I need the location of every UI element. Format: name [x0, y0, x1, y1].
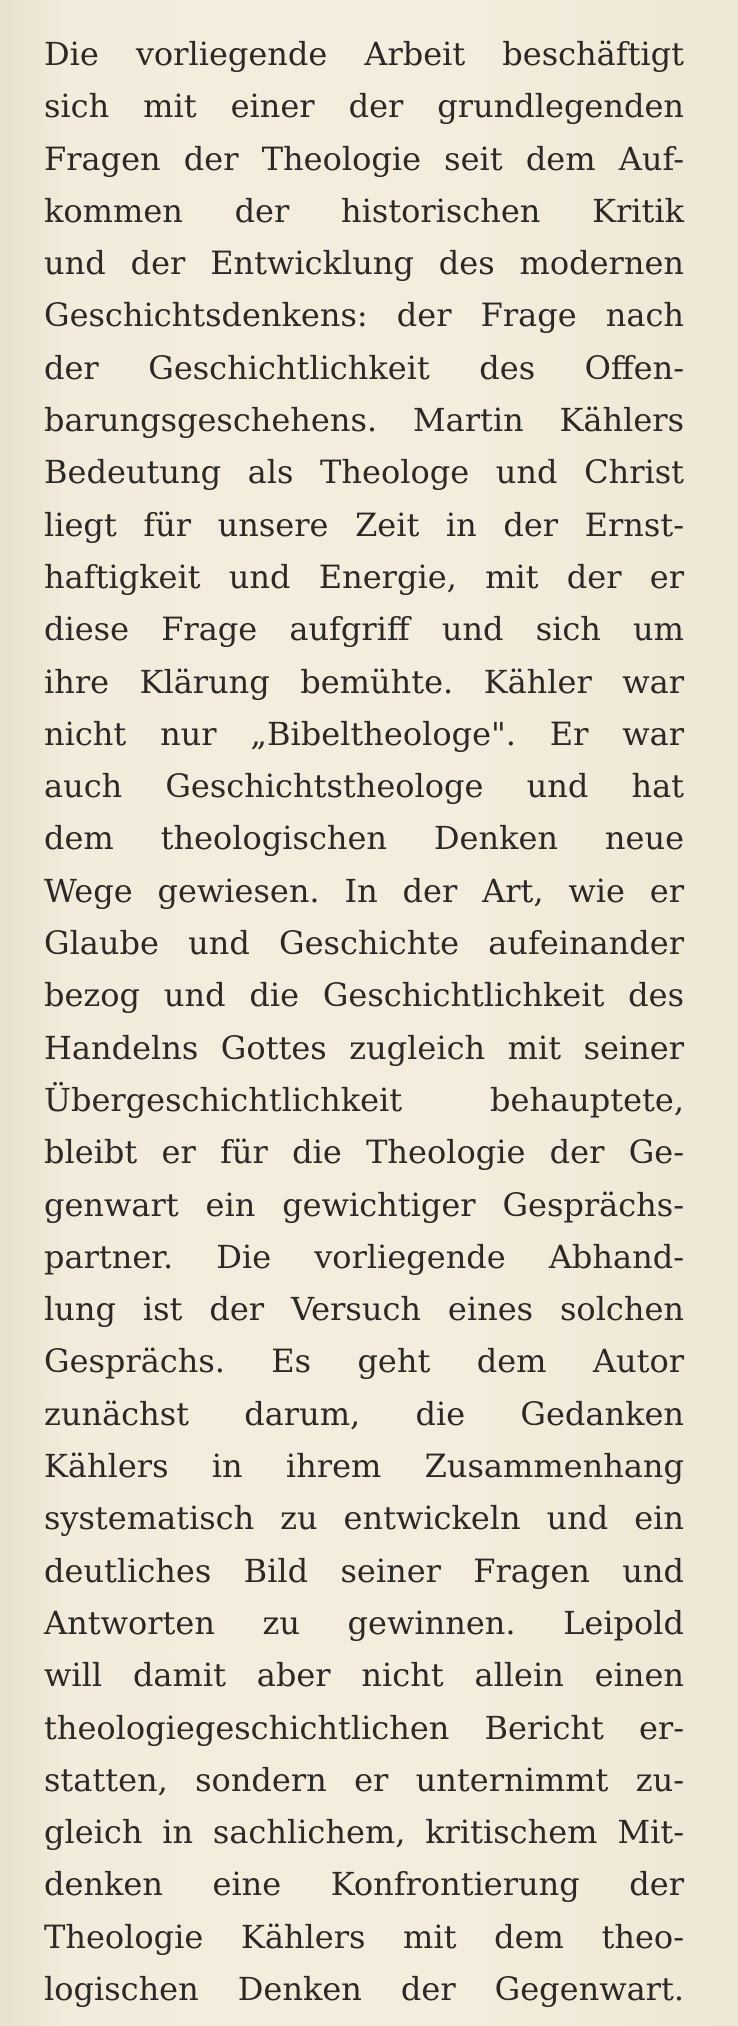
- text-line: haftigkeit und Energie, mit der er: [44, 557, 684, 596]
- text-line: kommen der historischen Kritik: [44, 191, 684, 230]
- text-line: Kählers in ihrem Zusammenhang: [44, 1447, 684, 1486]
- text-line: deutliches Bild seiner Fragen und: [44, 1551, 684, 1590]
- text-line: Wege gewiesen. In der Art, wie er: [44, 871, 684, 910]
- text-line: statten, sondern er unternimmt zu-: [44, 1760, 684, 1799]
- text-line: Gesprächs. Es geht dem Autor: [44, 1342, 684, 1381]
- text-line: Geschichtsdenkens: der Frage nach: [44, 296, 684, 335]
- text-line: gleich in sachlichem, kritischem Mit-: [44, 1813, 684, 1852]
- text-line: bezog und die Geschichtlichkeit des: [44, 976, 684, 1015]
- text-line: zunächst darum, die Gedanken: [44, 1394, 684, 1433]
- text-line: Antworten zu gewinnen. Leipold: [44, 1603, 684, 1642]
- text-line: Fragen der Theologie seit dem Auf-: [44, 139, 684, 178]
- text-line: theologiegeschichtlichen Bericht er-: [44, 1708, 684, 1747]
- text-line: Bedeutung als Theologe und Christ: [44, 453, 684, 492]
- text-line: logischen Denken der Gegenwart.: [44, 1969, 684, 2008]
- text-line: Handelns Gottes zugleich mit seiner: [44, 1028, 684, 1067]
- text-line: genwart ein gewichtiger Gesprächs-: [44, 1185, 684, 1224]
- text-line: Übergeschichtlichkeit behauptete,: [44, 1080, 684, 1119]
- body-text: [44, 28, 684, 2015]
- text-line: dem theologischen Denken neue: [44, 819, 684, 858]
- text-line: sich mit einer der grundlegenden: [44, 87, 684, 126]
- text-line: ihre Klärung bemühte. Kähler war: [44, 662, 684, 701]
- text-line: Die vorliegende Arbeit beschäftigt: [44, 35, 684, 73]
- text-line: systematisch zu entwickeln und ein: [44, 1499, 684, 1538]
- text-line: will damit aber nicht allein einen: [44, 1656, 684, 1695]
- text-line: auch Geschichtstheologe und hat: [44, 767, 684, 806]
- text-line: der Geschichtlichkeit des Offen-: [44, 348, 684, 387]
- text-line: denken eine Konfrontierung der: [44, 1865, 684, 1904]
- text-line: barungsgeschehens. Martin Kählers: [44, 401, 684, 440]
- text-line: liegt für unsere Zeit in der Ernst-: [44, 505, 684, 544]
- text-line: partner. Die vorliegende Abhand-: [44, 1237, 684, 1276]
- text-line: Glaube und Geschichte aufeinander: [44, 924, 684, 963]
- text-line: Theologie Kählers mit dem theo-: [44, 1917, 684, 1956]
- text-line: und der Entwicklung des modernen: [44, 244, 684, 283]
- text-line: bleibt er für die Theologie der Ge-: [44, 1133, 684, 1172]
- text-line: diese Frage aufgriff und sich um: [44, 610, 684, 649]
- text-line: lung ist der Versuch eines solchen: [44, 1290, 684, 1329]
- text-line: nicht nur „Bibeltheologe". Er war: [44, 714, 684, 753]
